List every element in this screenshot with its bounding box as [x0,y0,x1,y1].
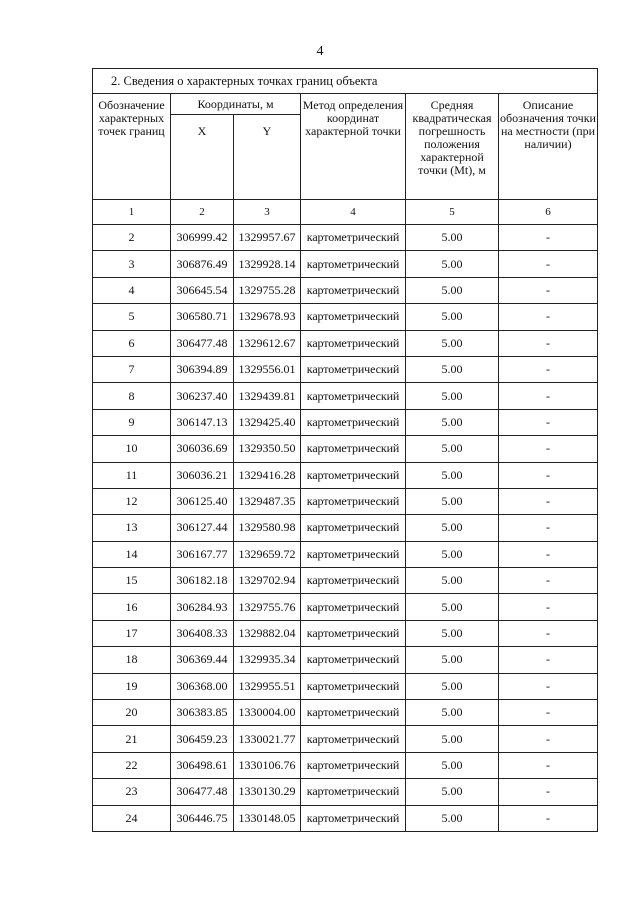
cell-method: картометрический [301,647,406,673]
cell-x: 306369.44 [171,647,234,673]
table-row [93,356,598,382]
cell-point: 3 [93,251,171,277]
cell-method: картометрический [301,330,406,356]
cell-y: 1329659.72 [234,541,301,567]
cell-point: 13 [93,515,171,541]
cell-x: 306580.71 [171,304,234,330]
cell-x: 306876.49 [171,251,234,277]
cell-desc: - [499,409,598,435]
cell-desc: - [499,277,598,303]
cell-mt: 5.00 [406,700,499,726]
cell-point: 18 [93,647,171,673]
cell-x: 306477.48 [171,330,234,356]
cell-mt: 5.00 [406,779,499,805]
cell-desc: - [499,488,598,514]
cell-desc: - [499,700,598,726]
cell-y: 1329556.01 [234,356,301,382]
column-number: 2 [171,200,234,225]
cell-x: 306036.21 [171,462,234,488]
cell-x: 306368.00 [171,673,234,699]
cell-mt: 5.00 [406,726,499,752]
cell-desc: - [499,436,598,462]
cell-mt: 5.00 [406,304,499,330]
table-row [93,647,598,673]
cell-point: 6 [93,330,171,356]
cell-y: 1329755.28 [234,277,301,303]
cell-mt: 5.00 [406,462,499,488]
cell-desc: - [499,620,598,646]
cell-x: 306477.48 [171,779,234,805]
cell-point: 2 [93,225,171,251]
cell-method: картометрический [301,568,406,594]
cell-mt: 5.00 [406,541,499,567]
cell-point: 8 [93,383,171,409]
cell-method: картометрический [301,462,406,488]
cell-x: 306383.85 [171,700,234,726]
cell-mt: 5.00 [406,515,499,541]
cell-x: 306459.23 [171,726,234,752]
cell-x: 306127.44 [171,515,234,541]
cell-method: картометрический [301,356,406,382]
column-numbers-row [93,200,598,225]
cell-desc: - [499,356,598,382]
cell-point: 16 [93,594,171,620]
table-row [93,330,598,356]
cell-x: 306147.13 [171,409,234,435]
cell-method: картометрический [301,409,406,435]
cell-point: 15 [93,568,171,594]
cell-method: картометрический [301,488,406,514]
cell-method: картометрический [301,541,406,567]
cell-y: 1330106.76 [234,752,301,778]
cell-desc: - [499,594,598,620]
cell-x: 306036.69 [171,436,234,462]
cell-y: 1329882.04 [234,620,301,646]
cell-desc: - [499,383,598,409]
cell-desc: - [499,304,598,330]
cell-method: картометрический [301,436,406,462]
cell-mt: 5.00 [406,488,499,514]
table-row [93,673,598,699]
header-description: Описание обозначения точки на местности (при наличии) [499,94,598,200]
cell-point: 21 [93,726,171,752]
cell-mt: 5.00 [406,251,499,277]
cell-point: 4 [93,277,171,303]
cell-point: 24 [93,805,171,831]
cell-y: 1330021.77 [234,726,301,752]
table-body [93,225,598,832]
cell-desc: - [499,779,598,805]
cell-method: картометрический [301,779,406,805]
cell-x: 306999.42 [171,225,234,251]
cell-desc: - [499,805,598,831]
cell-y: 1330004.00 [234,700,301,726]
table-row [93,726,598,752]
cell-mt: 5.00 [406,409,499,435]
cell-y: 1330148.05 [234,805,301,831]
cell-y: 1329678.93 [234,304,301,330]
cell-point: 22 [93,752,171,778]
cell-method: картометрический [301,515,406,541]
table-row [93,383,598,409]
cell-y: 1329955.51 [234,673,301,699]
table-row [93,752,598,778]
table-row [93,409,598,435]
cell-desc: - [499,541,598,567]
cell-desc: - [499,752,598,778]
cell-y: 1329487.35 [234,488,301,514]
cell-method: картометрический [301,673,406,699]
cell-mt: 5.00 [406,673,499,699]
cell-y: 1329350.50 [234,436,301,462]
cell-x: 306237.40 [171,383,234,409]
cell-y: 1329580.98 [234,515,301,541]
cell-y: 1329702.94 [234,568,301,594]
cell-x: 306394.89 [171,356,234,382]
cell-y: 1329416.28 [234,462,301,488]
table-row [93,304,598,330]
table-row [93,515,598,541]
header-designation: Обозначение характерных точек границ [93,94,171,200]
table-row [93,462,598,488]
table-row [93,225,598,251]
cell-point: 12 [93,488,171,514]
cell-mt: 5.00 [406,752,499,778]
table-row [93,277,598,303]
table-row [93,568,598,594]
cell-method: картометрический [301,383,406,409]
cell-mt: 5.00 [406,277,499,303]
cell-method: картометрический [301,277,406,303]
cell-method: картометрический [301,251,406,277]
table-row [93,594,598,620]
header-coordinates: Координаты, м [171,94,301,115]
header-accuracy: Средняя квадратическая погрешность положения характерной точки (Mt), м [406,94,499,200]
cell-desc: - [499,647,598,673]
cell-method: картометрический [301,752,406,778]
cell-desc: - [499,673,598,699]
cell-x: 306125.40 [171,488,234,514]
cell-desc: - [499,515,598,541]
cell-y: 1329425.40 [234,409,301,435]
cell-y: 1329935.34 [234,647,301,673]
cell-mt: 5.00 [406,594,499,620]
cell-y: 1329928.14 [234,251,301,277]
cell-desc: - [499,568,598,594]
cell-y: 1329612.67 [234,330,301,356]
cell-x: 306167.77 [171,541,234,567]
cell-y: 1329957.67 [234,225,301,251]
cell-desc: - [499,726,598,752]
cell-method: картометрический [301,805,406,831]
cell-mt: 5.00 [406,225,499,251]
page-number: 4 [316,44,324,59]
cell-method: картометрический [301,594,406,620]
cell-mt: 5.00 [406,436,499,462]
column-number: 5 [406,200,499,225]
cell-point: 5 [93,304,171,330]
cell-method: картометрический [301,225,406,251]
cell-y: 1329755.76 [234,594,301,620]
cell-point: 19 [93,673,171,699]
table-row [93,805,598,831]
header-x: X [171,115,234,200]
table-row [93,488,598,514]
cell-method: картометрический [301,726,406,752]
table-row [93,251,598,277]
cell-desc: - [499,330,598,356]
cell-method: картометрический [301,304,406,330]
cell-mt: 5.00 [406,568,499,594]
column-number: 6 [499,200,598,225]
cell-x: 306498.61 [171,752,234,778]
cell-x: 306182.18 [171,568,234,594]
cell-mt: 5.00 [406,620,499,646]
header-method: Метод определения координат характерной точки [301,94,406,200]
cell-point: 14 [93,541,171,567]
boundary-points-table [92,68,598,832]
cell-desc: - [499,225,598,251]
cell-x: 306645.54 [171,277,234,303]
cell-desc: - [499,462,598,488]
table-row [93,700,598,726]
cell-point: 17 [93,620,171,646]
cell-point: 20 [93,700,171,726]
section-title: 2. Сведения о характерных точках границ объекта [93,69,598,94]
cell-y: 1329439.81 [234,383,301,409]
table-row [93,620,598,646]
cell-mt: 5.00 [406,647,499,673]
cell-y: 1330130.29 [234,779,301,805]
cell-method: картометрический [301,700,406,726]
cell-mt: 5.00 [406,383,499,409]
header-y: Y [234,115,301,200]
cell-desc: - [499,251,598,277]
table-row [93,541,598,567]
cell-x: 306408.33 [171,620,234,646]
column-number: 3 [234,200,301,225]
cell-point: 10 [93,436,171,462]
cell-point: 23 [93,779,171,805]
cell-point: 7 [93,356,171,382]
cell-method: картометрический [301,620,406,646]
cell-mt: 5.00 [406,330,499,356]
cell-x: 306446.75 [171,805,234,831]
column-number: 1 [93,200,171,225]
cell-mt: 5.00 [406,805,499,831]
table-row [93,436,598,462]
cell-x: 306284.93 [171,594,234,620]
cell-point: 9 [93,409,171,435]
cell-point: 11 [93,462,171,488]
table-row [93,779,598,805]
column-number: 4 [301,200,406,225]
cell-mt: 5.00 [406,356,499,382]
